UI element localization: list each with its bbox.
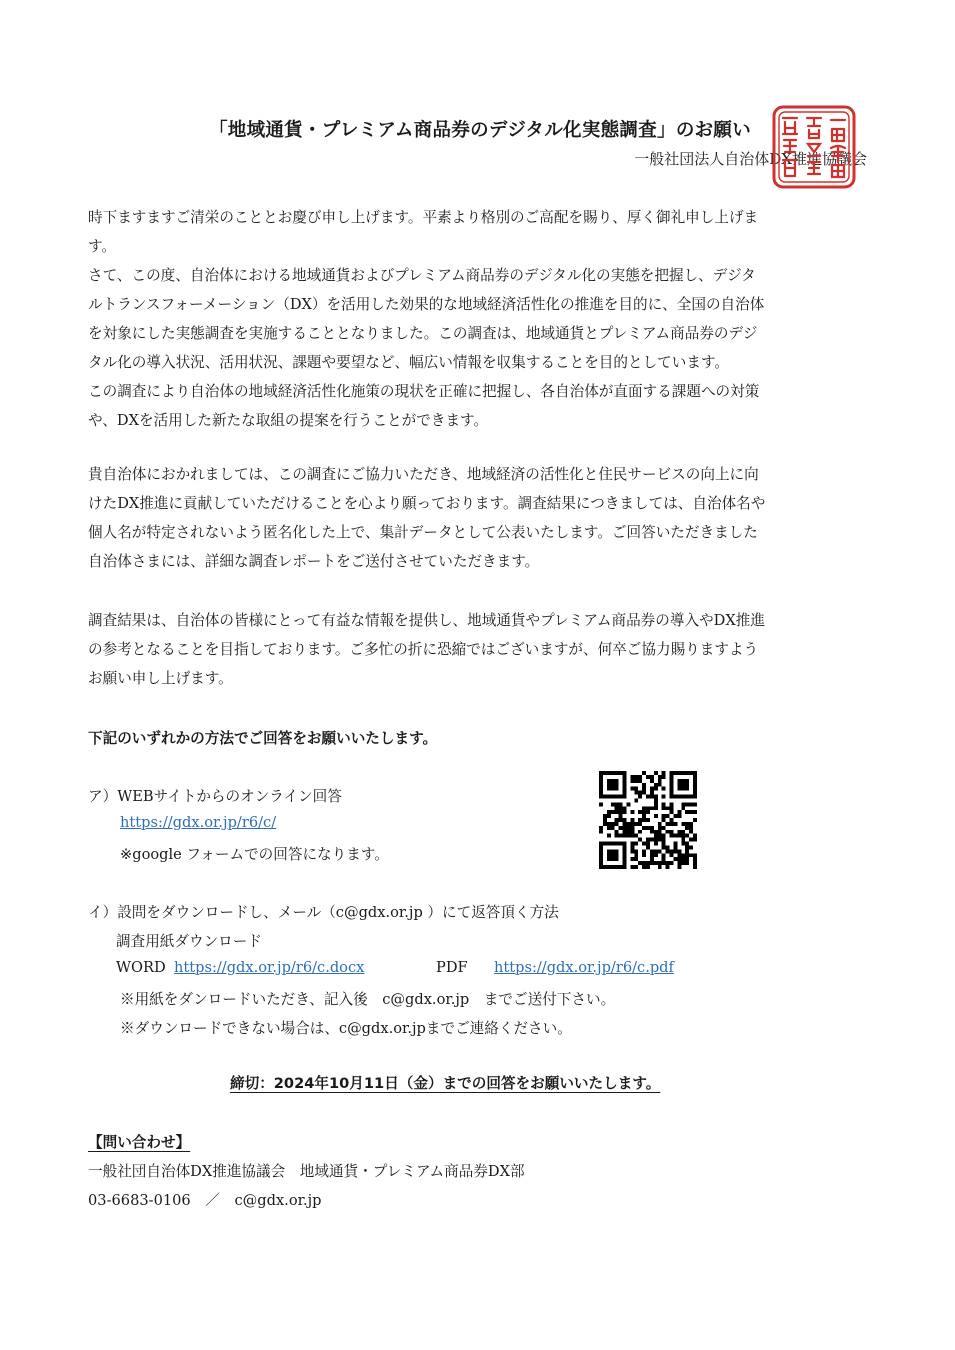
results-line: の参考となることを目指しております。ご多忙の折に恐縮ではございますが、何卒ご協力賜りますよう xyxy=(88,641,759,658)
deadline-notice: 締切：2024年10月11日（金）までの回答をお願いいたします。 xyxy=(230,1075,661,1092)
contact-organization: 一般社団自治体DX推進協議会 地域通貨・プレミアム商品券DX部 xyxy=(88,1163,525,1180)
pdf-download-link[interactable]: https://gdx.or.jp/r6/c.pdf xyxy=(494,959,674,976)
word-label: WORD xyxy=(116,959,166,976)
intro-line: さて、この度、自治体における地域通貨およびプレミアム商品券のデジタル化の実態を把握し、デジタ xyxy=(88,267,756,284)
download-label: 調査用紙ダウンロード xyxy=(116,933,262,950)
option-b-note-1: ※用紙をダンロードいただき、記入後 c@gdx.or.jp までご送付下さい。 xyxy=(120,991,616,1008)
organization-seal xyxy=(771,104,857,190)
results-paragraph xyxy=(88,606,869,693)
option-a-label: ア）WEBサイトからのオンライン回答 xyxy=(88,788,342,805)
word-download-link[interactable]: https://gdx.or.jp/r6/c.docx xyxy=(174,959,365,976)
intro-line: この調査により自治体の地域経済活性化施策の現状を正確に把握し、各自治体が直面する課題への対策 xyxy=(88,383,760,400)
request-paragraph xyxy=(88,460,869,576)
request-line: けたDX推進に貢献していただけることを心より願っております。調査結果につきましては、自治体名や xyxy=(88,495,766,512)
intro-line: タル化の導入状況、活用状況、課題や要望など、幅広い情報を収集することを目的としています。 xyxy=(88,354,729,371)
request-line: 貴自治体におかれましては、この調査にご協力いただき、地域経済の活性化と住民サービスの向上に向 xyxy=(88,466,759,483)
request-line: 個人名が特定されないよう匿名化した上で、集計データとして公表いたします。ご回答いただきました xyxy=(88,524,758,541)
intro-line: ルトランスフォーメーション（DX）を活用した効果的な地域経済活性化の推進を目的に、全国の自治体 xyxy=(88,296,765,313)
contact-heading: 【問い合わせ】 xyxy=(88,1134,191,1151)
results-line: お願い申し上げます。 xyxy=(88,670,233,687)
results-line: 調査結果は、自治体の皆様にとって有益な情報を提供し、地域通貨やプレミアム商品券の導入やDX推進 xyxy=(88,612,765,629)
option-b-label: イ）設問をダウンロードし、メール（c@gdx.or.jp ）にて返答頂く方法 xyxy=(88,904,559,921)
qr-code xyxy=(599,771,697,869)
online-form-link[interactable]: https://gdx.or.jp/r6/c/ xyxy=(120,814,277,831)
intro-line: す。 xyxy=(88,238,117,255)
contact-phone-email: 03-6683-0106 ／ c@gdx.or.jp xyxy=(88,1192,322,1209)
intro-line: 時下ますますご清栄のこととお慶び申し上げます。平素より格別のご高配を賜り、厚く御礼申し上げま xyxy=(88,209,759,226)
option-b-note-2: ※ダウンロードできない場合は、c@gdx.or.jpまでご連絡ください。 xyxy=(120,1020,572,1037)
request-line: 自治体さまには、詳細な調査レポートをご送付させていただきます。 xyxy=(88,553,540,570)
pdf-label: PDF xyxy=(436,959,468,976)
intro-line: を対象にした実態調査を実施することとなりました。この調査は、地域通貨とプレミアム商品券のデジ xyxy=(88,325,758,342)
document-title: 「地域通貨・プレミアム商品券のデジタル化実態調査」のお願い xyxy=(208,120,752,141)
option-a-note: ※google フォームでの回答になります。 xyxy=(120,846,389,863)
intro-line: や、DXを活用した新たな取組の提案を行うことができます。 xyxy=(88,412,489,429)
issuer-organization: 一般社団法人自治体DX推進協議会 xyxy=(634,150,867,168)
methods-heading: 下記のいずれかの方法でご回答をお願いいたします。 xyxy=(88,730,438,747)
intro-paragraph xyxy=(88,203,869,435)
